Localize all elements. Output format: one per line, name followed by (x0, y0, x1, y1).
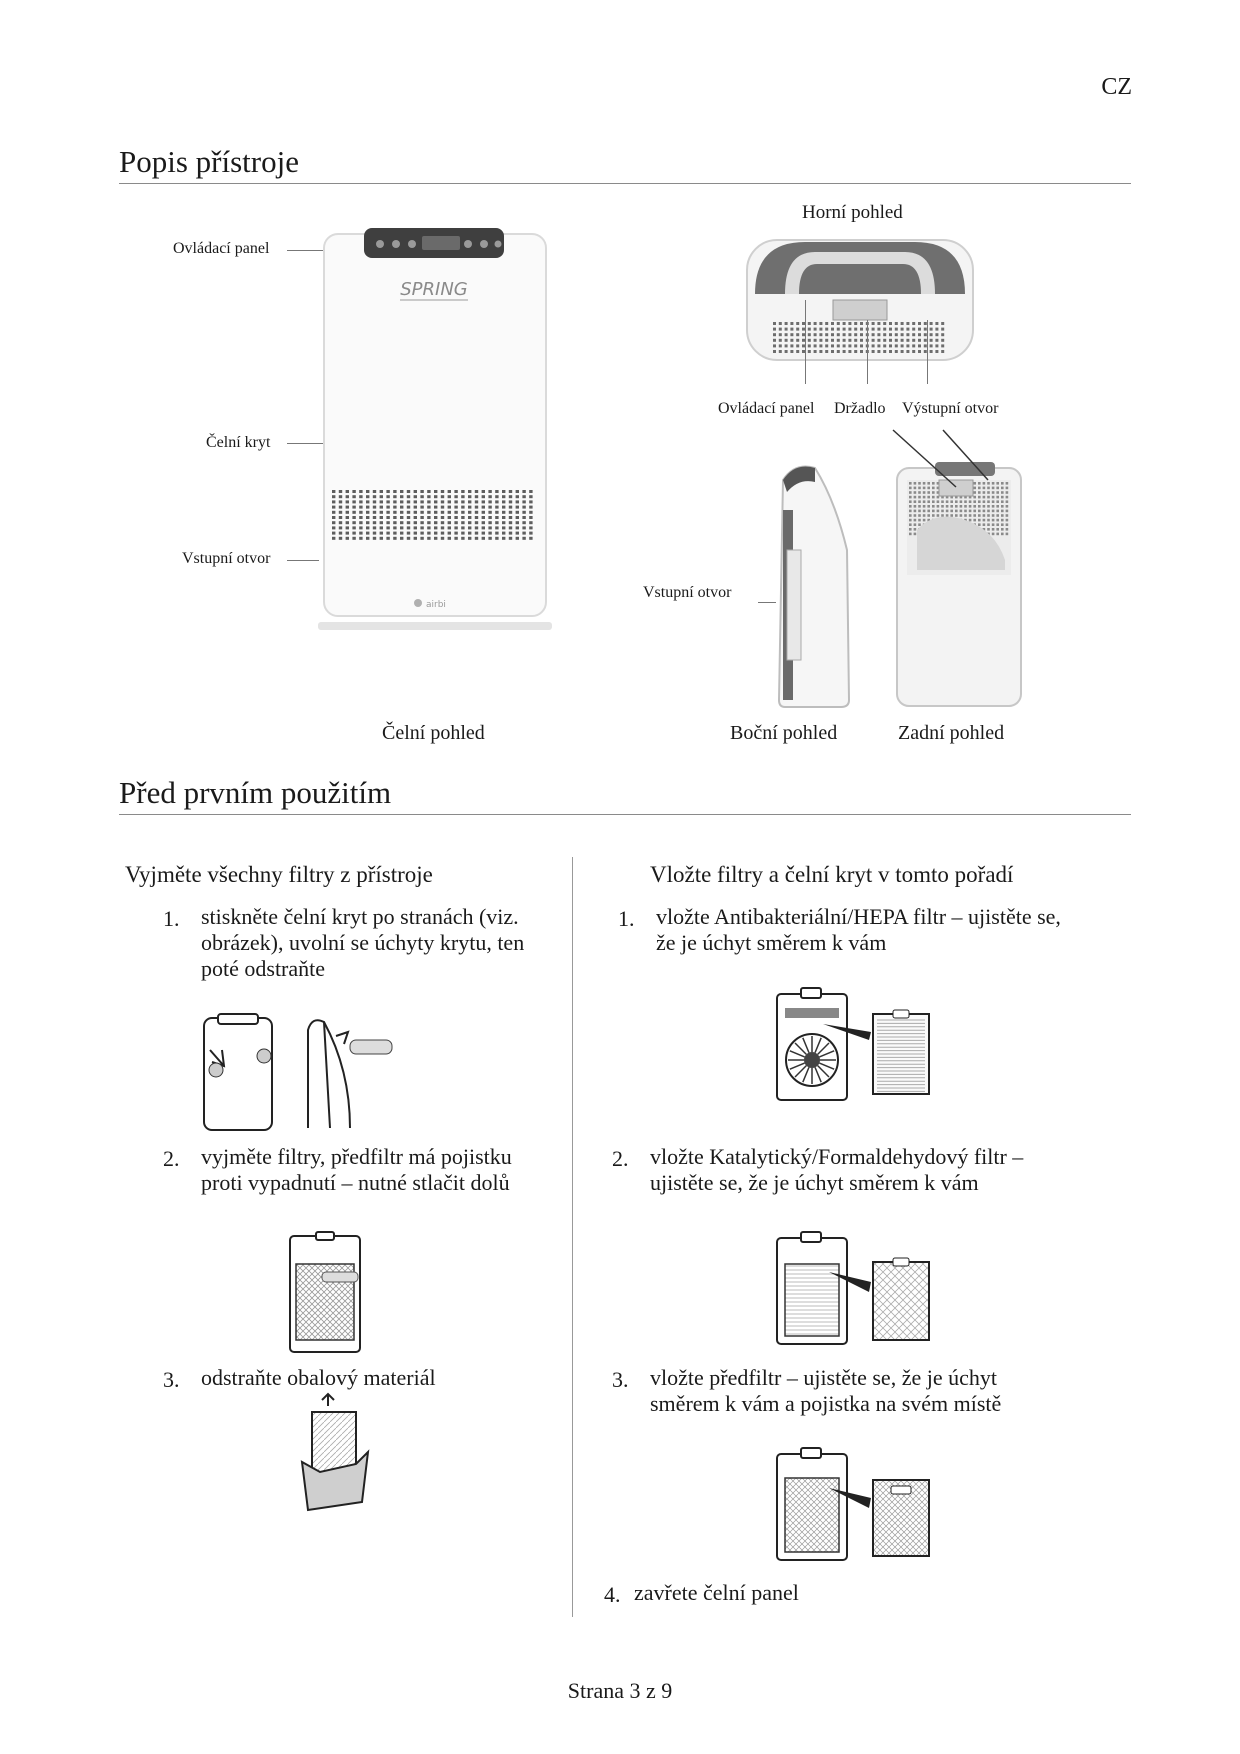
remove-filters-illustration (288, 1232, 364, 1356)
step-number: 1. (163, 906, 180, 931)
step-line: vložte Antibakteriální/HEPA filtr – ujistěte se, (656, 904, 1061, 929)
language-code: CZ (1101, 74, 1132, 100)
step-text (650, 1365, 1001, 1417)
page-number: Strana 3 z 9 (567, 1678, 673, 1703)
step-number: 4. (604, 1582, 621, 1607)
step-line: vložte Katalytický/Formaldehydový filtr – (650, 1144, 1024, 1169)
step-line: směrem k vám a pojistka na svém místě (650, 1391, 1002, 1416)
back-view-image (895, 460, 1025, 710)
caption-side-view: Boční pohled (730, 722, 838, 744)
step-line: poté odstraňte (201, 956, 326, 981)
front-view-image (318, 228, 558, 640)
step-text (201, 1365, 436, 1391)
step-line: odstraňte obalový materiál (201, 1365, 436, 1390)
section-title-description: Popis přístroje (119, 144, 299, 179)
remove-packaging-illustration (300, 1392, 370, 1512)
section-title-before-use: Před prvním použitím (119, 775, 392, 810)
label-side-inlet: Vstupní otvor (643, 584, 732, 601)
step-line: vyjměte filtry, předfiltr má pojistku (201, 1144, 512, 1169)
step-text (650, 1144, 1023, 1196)
insert-prefilter-illustration (775, 1448, 935, 1563)
right-column-title: Vložte filtry a čelní kryt v tomto pořadí (650, 862, 1014, 887)
step-number: 3. (612, 1367, 629, 1392)
brand-logo: SPRING (400, 279, 468, 300)
side-view-image (775, 460, 850, 710)
label-front-cover: Čelní kryt (206, 434, 271, 451)
leader-line (927, 320, 928, 384)
left-column-title: Vyjměte všechny filtry z přístroje (125, 862, 433, 887)
leader-line (805, 300, 806, 384)
label-top-control-panel: Ovládací panel (718, 400, 815, 417)
step-line: vložte předfiltr – ujistěte se, že je úchyt (650, 1365, 997, 1390)
section-rule (119, 814, 1131, 815)
step-text (656, 904, 1061, 956)
insert-hepa-illustration (775, 988, 935, 1103)
step-line: stiskněte čelní kryt po stranách (viz. (201, 904, 519, 929)
caption-back-view: Zadní pohled (898, 722, 1005, 744)
top-view-image (745, 238, 975, 363)
step-number: 2. (612, 1146, 629, 1171)
step-line: zavřete čelní panel (634, 1580, 799, 1605)
label-control-panel: Ovládací panel (173, 240, 270, 257)
column-divider (572, 857, 573, 1617)
outlet-leader-lines (888, 425, 998, 495)
step-number: 3. (163, 1367, 180, 1392)
remove-cover-illustration (200, 1010, 400, 1135)
label-handle: Držadlo (834, 400, 886, 417)
step-text (201, 904, 524, 982)
leader-line (287, 560, 319, 561)
step-line: že je úchyt směrem k vám (656, 930, 887, 955)
label-inlet: Vstupní otvor (182, 550, 271, 567)
step-line: ujistěte se, že je úchyt směrem k vám (650, 1170, 979, 1195)
step-line: proti vypadnutí – nutné stlačit dolů (201, 1170, 510, 1195)
section-rule (119, 183, 1131, 184)
leader-line (758, 602, 776, 603)
step-number: 2. (163, 1146, 180, 1171)
leader-line (867, 320, 868, 384)
step-text (201, 1144, 512, 1196)
step-number: 1. (618, 906, 635, 931)
step-line: obrázek), uvolní se úchyty krytu, ten (201, 930, 525, 955)
caption-front-view: Čelní pohled (382, 722, 485, 744)
brand-small: airbi (426, 600, 446, 610)
caption-top-view: Horní pohled (802, 202, 903, 223)
label-outlet: Výstupní otvor (902, 400, 999, 417)
step-text (634, 1580, 799, 1606)
insert-catalytic-illustration (775, 1232, 935, 1347)
